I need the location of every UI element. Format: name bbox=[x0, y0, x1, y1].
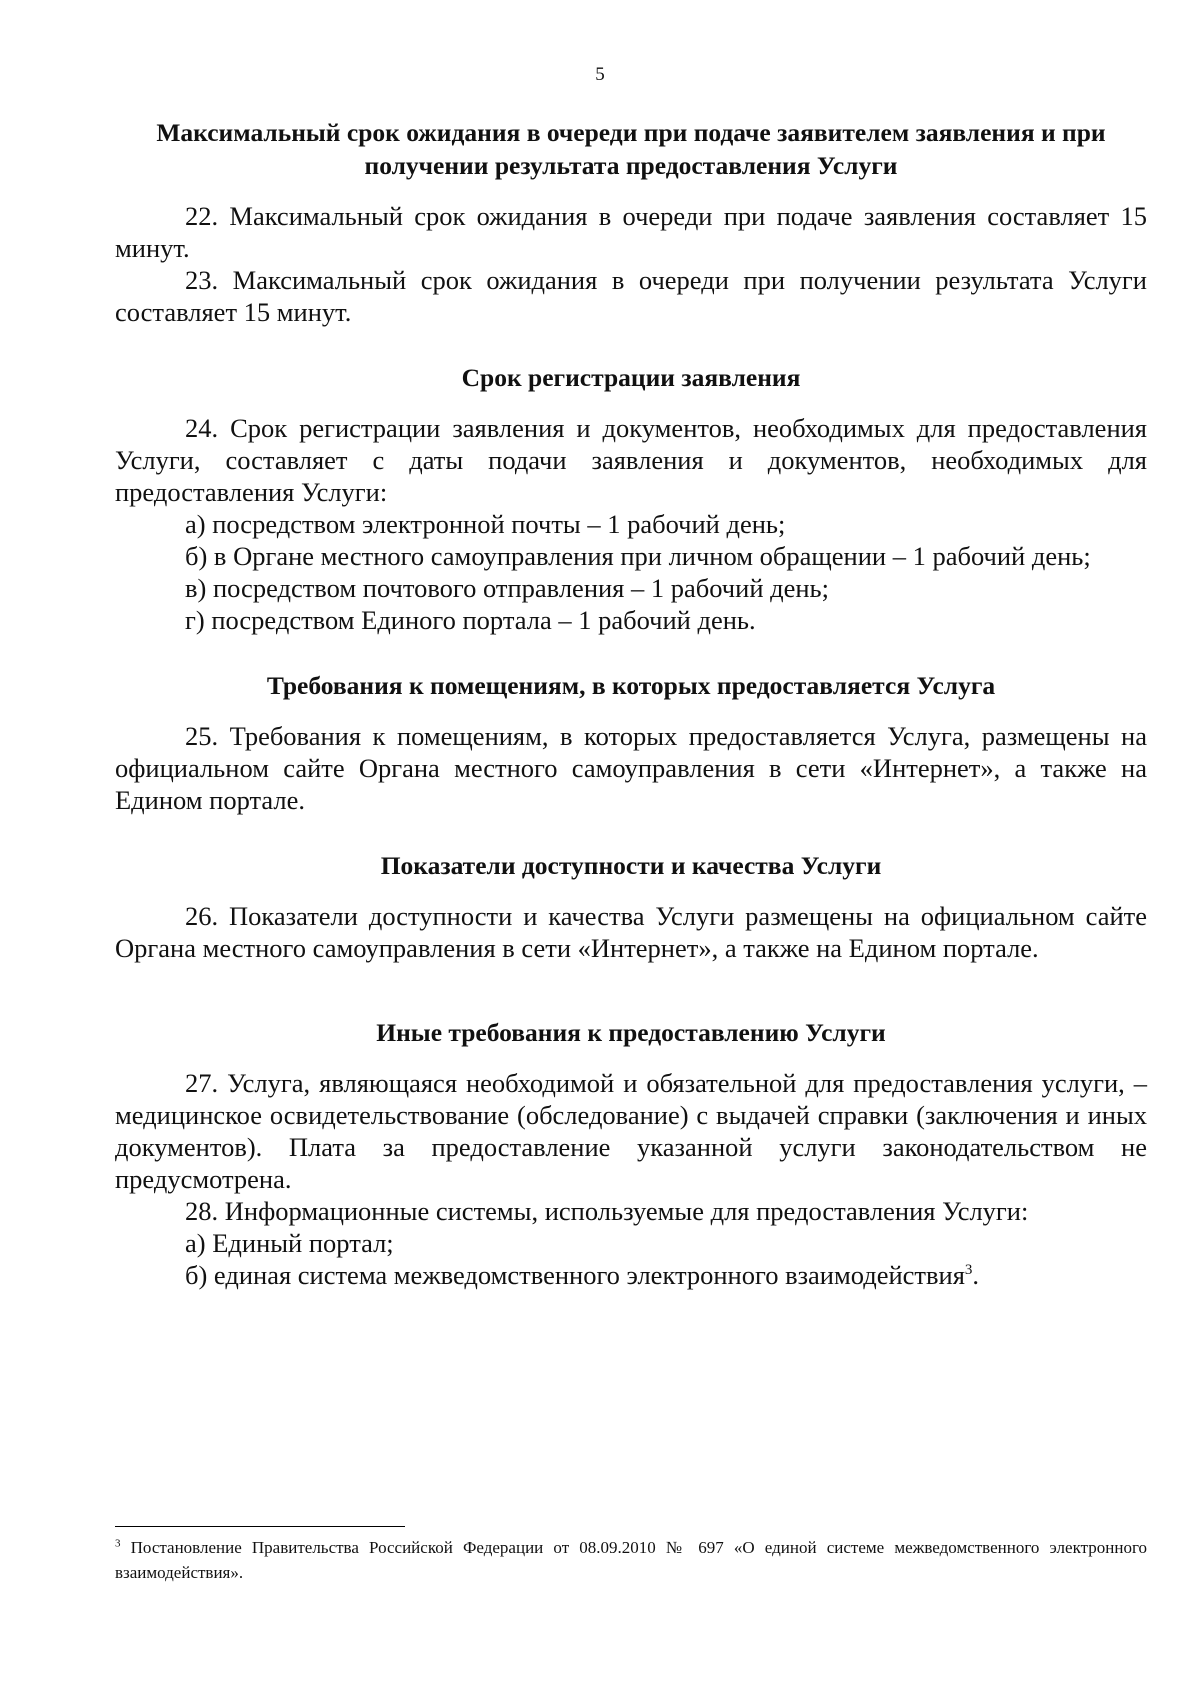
section-heading-queue-time: Максимальный срок ожидания в очереди при подаче заявителем заявления и при получении результата предоставления Услуги bbox=[156, 118, 1106, 180]
paragraph-25: 25. Требования к помещениям, в которых предоставляется Услуга, размещены на официальном сайте Органа местного самоуправления в сети «Интернет», а также на Едином портале. bbox=[115, 721, 1147, 815]
footnote-mark: 3 bbox=[115, 1537, 121, 1550]
list-item-28b bbox=[115, 1259, 1147, 1291]
list-item-28a: а) Единый портал; bbox=[185, 1228, 394, 1258]
document-body bbox=[115, 116, 1147, 1291]
list-item-24c: в) посредством почтового отправления – 1 рабочий день; bbox=[185, 573, 829, 603]
footnote-separator bbox=[115, 1526, 405, 1527]
list-item-28b-text: б) единая система межведомственного электронного взаимодействия bbox=[185, 1260, 965, 1290]
list-item-24d: г) посредством Единого портала – 1 рабочий день. bbox=[185, 605, 756, 635]
list-item-24b: б) в Органе местного самоуправления при личном обращении – 1 рабочий день; bbox=[185, 541, 1091, 571]
paragraph-22: 22. Максимальный срок ожидания в очереди при подаче заявления составляет 15 минут. bbox=[115, 201, 1147, 263]
section-heading-registration-time: Срок регистрации заявления bbox=[461, 363, 801, 392]
footnote-reference: 3 bbox=[964, 1262, 973, 1279]
paragraph-24: 24. Срок регистрации заявления и документов, необходимых для предоставления Услуги, составляет с даты подачи заявления и документов, необходимых для предоставления Услуги: bbox=[115, 413, 1147, 507]
section-heading-other-requirements: Иные требования к предоставлению Услуги bbox=[376, 1018, 886, 1047]
page-number: 5 bbox=[595, 64, 605, 85]
paragraph-28: 28. Информационные системы, используемые для предоставления Услуги: bbox=[185, 1196, 1029, 1226]
section-heading-accessibility: Показатели доступности и качества Услуги bbox=[380, 851, 882, 880]
section-heading-premises: Требования к помещениям, в которых предоставляется Услуга bbox=[266, 671, 996, 700]
footnote bbox=[115, 1535, 1147, 1585]
list-item-28b-end: . bbox=[972, 1260, 980, 1290]
list-item-24a: а) посредством электронной почты – 1 рабочий день; bbox=[185, 509, 786, 539]
paragraph-27: 27. Услуга, являющаяся необходимой и обязательной для предоставления услуги, – медицинское освидетельствование (обследование) с выдачей справки (заключения и иных документов). Плата за предоставление указанной услуги законодательством не предусмотрена. bbox=[115, 1068, 1147, 1194]
footnote-text: Постановление Правительства Российской Федерации от 08.09.2010 № 697 «О единой системе межведомственного электронного взаимодействия». bbox=[115, 1538, 1147, 1582]
paragraph-26: 26. Показатели доступности и качества Услуги размещены на официальном сайте Органа местного самоуправления в сети «Интернет», а также на Едином портале. bbox=[115, 901, 1147, 963]
paragraph-23: 23. Максимальный срок ожидания в очереди при получении результата Услуги составляет 15 минут. bbox=[115, 265, 1147, 327]
